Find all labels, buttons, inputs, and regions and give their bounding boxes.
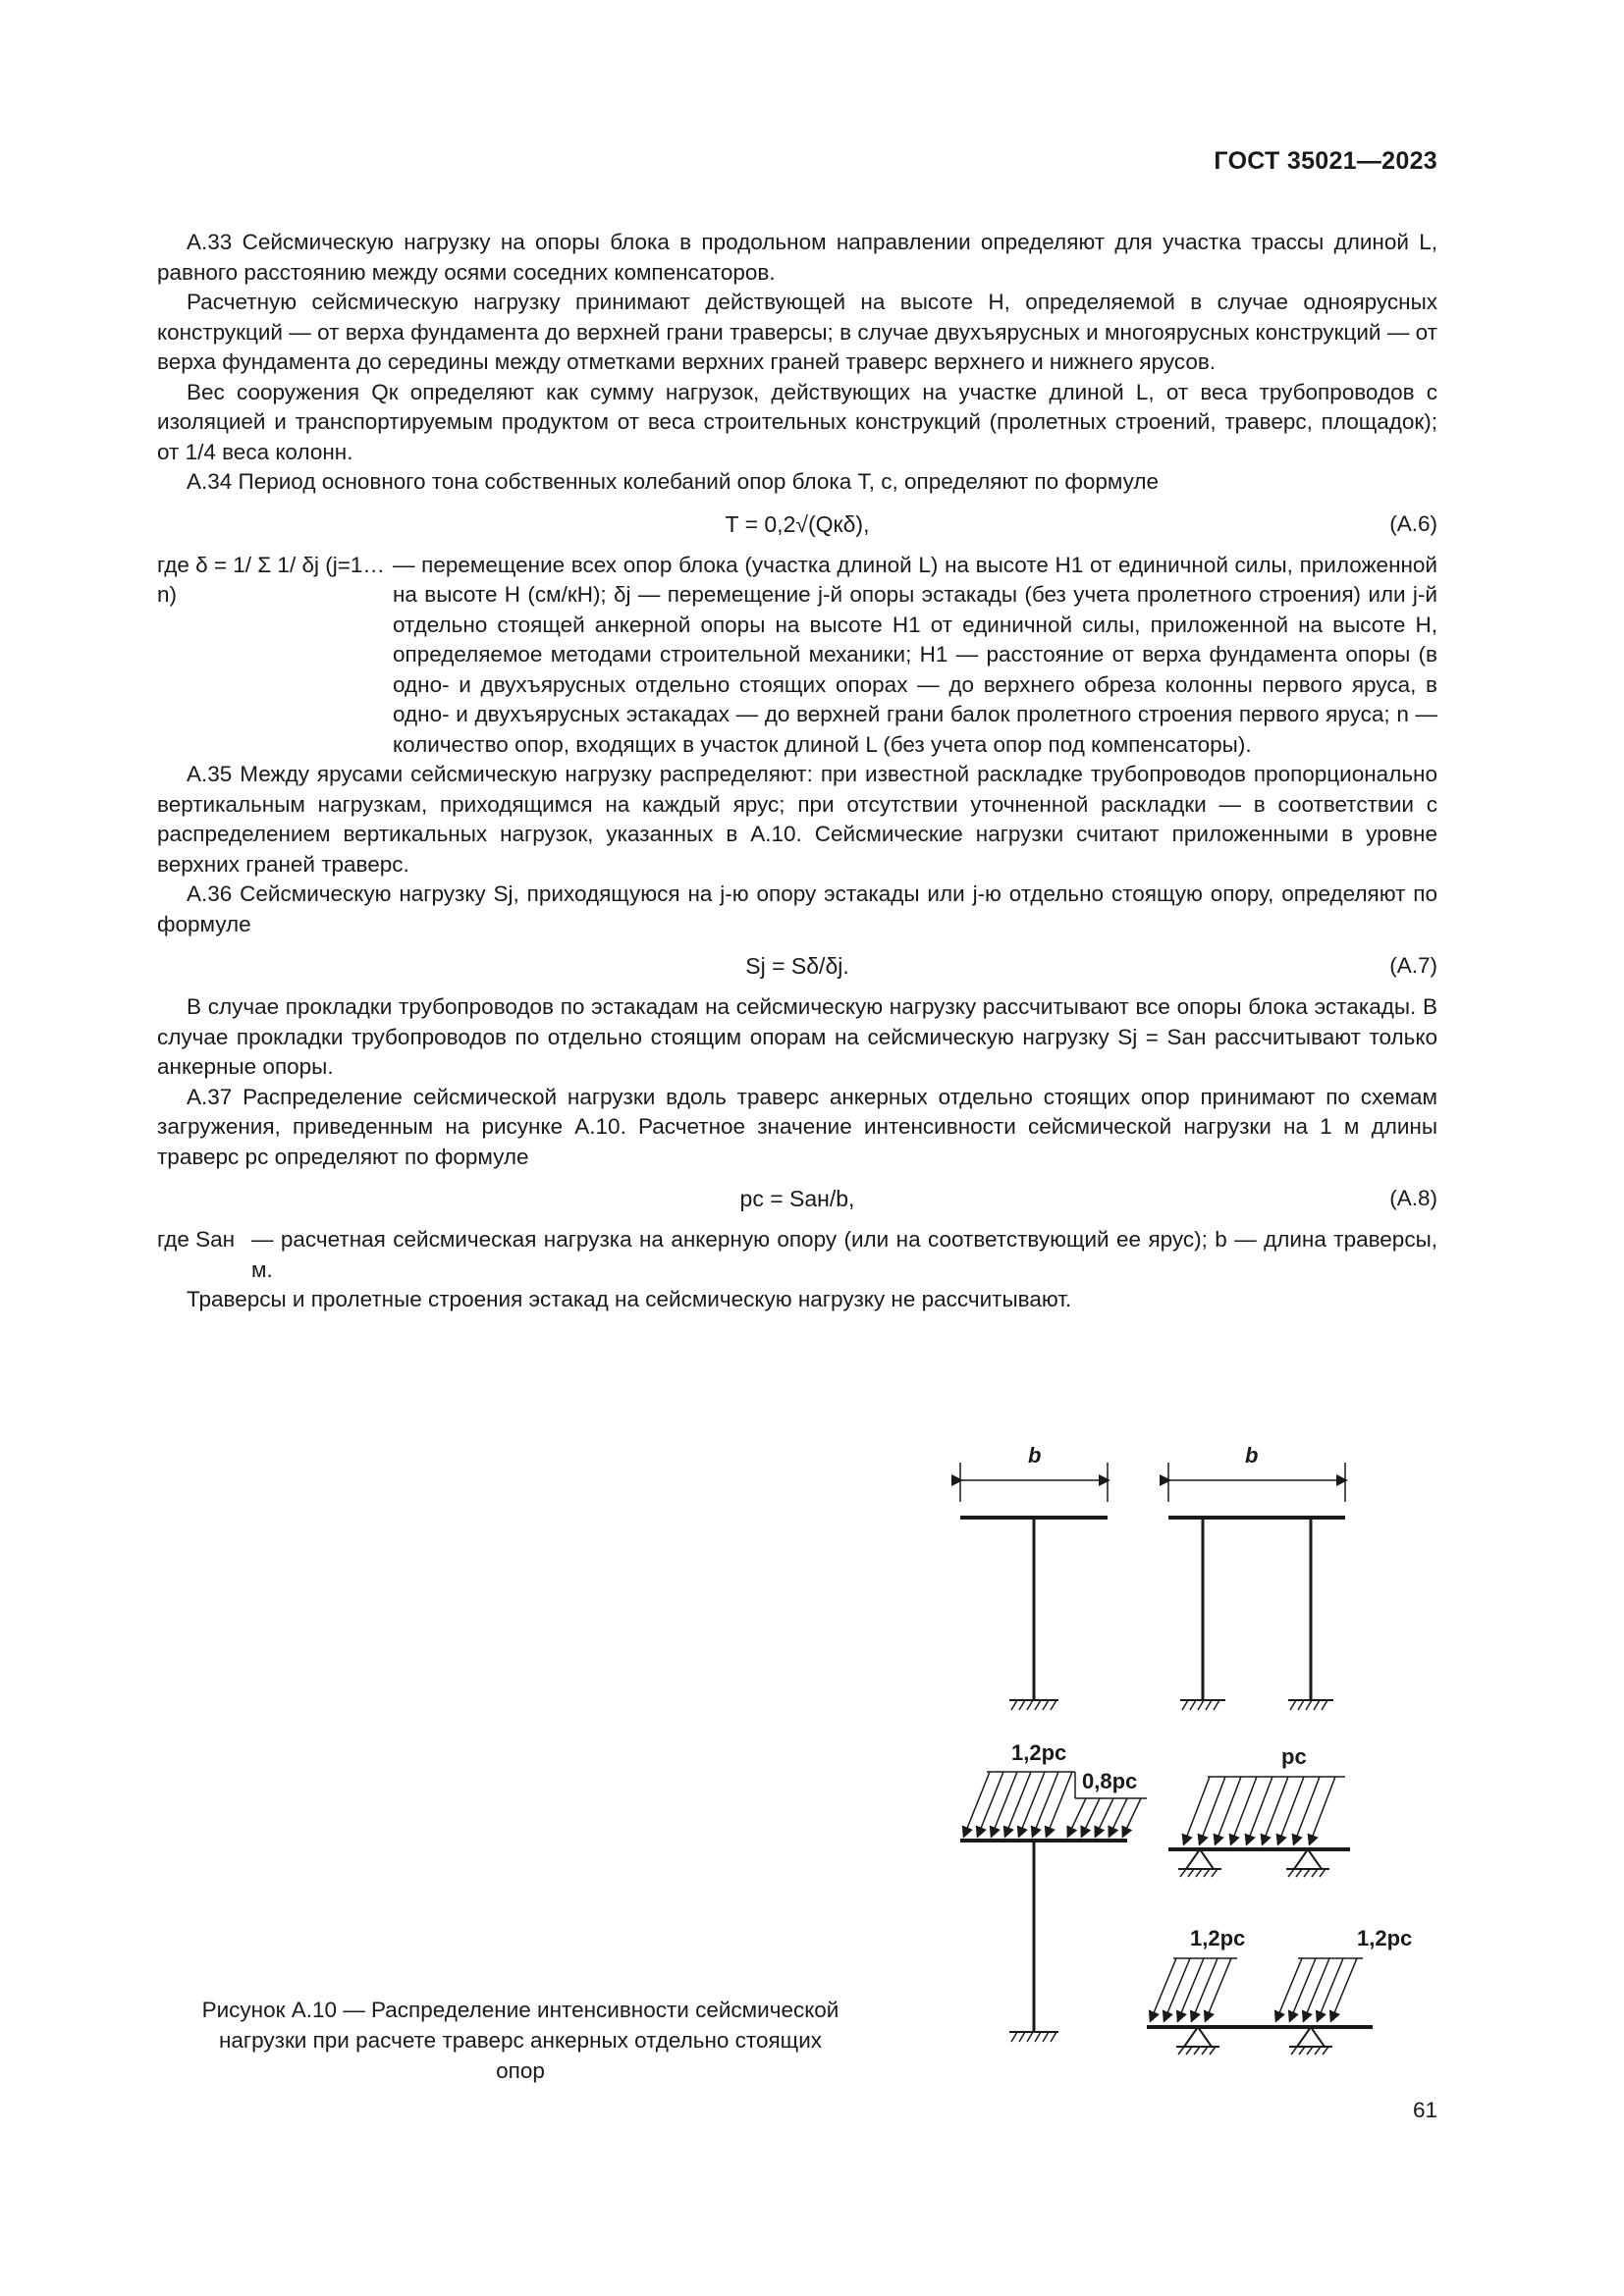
figure-caption: Рисунок А.10 — Распределение интенсивности сейсмической нагрузки при расчете траверс анкерных отдельно стоящих опор <box>201 1998 839 2083</box>
formula-a7 <box>157 943 1437 988</box>
document-body <box>157 228 1437 1315</box>
paragraph-a34: А.34 Период основного тона собственных колебаний опор блока T, c, определяют по формуле <box>187 469 1160 494</box>
formula-a6-expression: T = 0,2√(Qкδ), <box>725 510 870 537</box>
equation-number-a8: (А.8) <box>1389 1186 1437 1210</box>
where-block-a6 <box>157 551 1437 761</box>
load-label-1-2pc-left: 1,2pc <box>1190 1926 1246 1950</box>
load-label-pc: pc <box>1281 1744 1307 1769</box>
load-label-1-2pc: 1,2pc <box>1011 1740 1067 1765</box>
formula-a8 <box>157 1176 1437 1221</box>
where-a6-explanation: — перемещение всех опор блока (участка длиной L) на высоте H1 от единичной силы, приложенной на высоте H (см/кН); δj — перемещение j-й опоры эстакады (без учета пролетного строения) или j-й отдельно стоящей анкерной опоры на высоте H1 от единичной силы, приложенной на высоте H, определяемое методами строительной механики; H1 — расстояние от верха фундамента опоры (в одно- и двухъярусных отдельно стоящих опорах — до верхнего обреза колонны первого яруса, в одно- и двухъярусных эстакадах — до верхней грани балок пролетного строения первого яруса; n — количество опор, входящих в участок длиной L (без учета опор под компенсаторы). <box>393 552 1437 757</box>
equation-number-a7: (А.7) <box>1389 953 1437 978</box>
where-block-a8 <box>157 1225 1437 1285</box>
load-scheme-two-loads <box>1147 1958 1373 2055</box>
figure-a10-diagram <box>933 1433 1463 2061</box>
frame-single-column <box>960 1463 1108 1710</box>
paragraph-a33-1: А.33 Сейсмическую нагрузку на опоры блока в продольном направлении определяют для участка трассы длиной L, равного расстоянию между осями соседних компенсаторов. <box>157 230 1437 285</box>
frame-two-columns <box>1168 1463 1345 1710</box>
paragraph-final: Траверсы и пролетные строения эстакад на сейсмическую нагрузку не рассчитывают. <box>187 1287 1072 1311</box>
load-scheme-two-supports <box>1168 1777 1350 1877</box>
where-a6-definition: где δ = 1/ Σ 1/ δj (j=1…n) <box>157 552 385 607</box>
load-label-1-2pc-right: 1,2pc <box>1357 1926 1413 1950</box>
equation-number-a6: (А.6) <box>1389 510 1437 536</box>
load-label-0-8pc: 0,8pc <box>1082 1769 1138 1793</box>
formula-a6 <box>157 502 1437 547</box>
where-a8-explanation: — расчетная сейсмическая нагрузка на анкерную опору (или на соответствующий ее ярус); b — длина траверсы, м. <box>251 1227 1437 1282</box>
page-number: 61 <box>1412 2098 1437 2122</box>
paragraph-a33-3: Вес сооружения Qк определяют как сумму нагрузок, действующих на участке длиной L, от веса трубопроводов с изоляцией и транспортируемым продуктом от веса строительных конструкций (пролетных строений, траверс, площадок); от 1/4 веса колонн. <box>157 379 1437 464</box>
dimension-b-left: b <box>1028 1443 1042 1468</box>
paragraph-a36: А.36 Сейсмическую нагрузку Sj, приходящуюся на j-ю опору эстакады или j-ю отдельно стоящую опору, определяют по формуле <box>157 881 1437 936</box>
dimension-b-right: b <box>1245 1443 1259 1468</box>
formula-a8-expression: pc = Sан/b, <box>739 1186 855 1211</box>
paragraph-a33-2: Расчетную сейсмическую нагрузку принимают действующей на высоте H, определяемой в случае одноярусных конструкций — от верха фундамента до верхней грани траверсы; в случае двухъярусных и многоярусных конструкций — от верха фундамента до середины между отметками верхних граней траверс верхнего и нижнего ярусов. <box>157 290 1437 374</box>
paragraph-a36-2: В случае прокладки трубопроводов по эстакадам на сейсмическую нагрузку рассчитывают все опоры блока эстакады. В случае прокладки трубопроводов по отдельно стоящим опорам на сейсмическую нагрузку Sj = Sан рассчитывают только анкерные опоры. <box>157 994 1437 1079</box>
load-scheme-single-column <box>960 1772 1147 2042</box>
document-header: ГОСТ 35021—2023 <box>1214 147 1437 175</box>
paragraph-a35: А.35 Между ярусами сейсмическую нагрузку распределяют: при известной раскладке трубопроводов пропорционально вертикальным нагрузкам, приходящимся на каждый ярус; при отсутствии уточненной раскладки — в соответствии с распределением вертикальных нагрузок, указанных в А.10. Сейсмические нагрузки считают приложенными в уровне верхних граней траверс. <box>157 762 1437 877</box>
paragraph-a37: А.37 Распределение сейсмической нагрузки вдоль траверс анкерных отдельно стоящих опор принимают по схемам загружения, приведенным на рисунке А.10. Расчетное значение интенсивности сейсмической нагрузки на 1 м длины траверс pc определяют по формуле <box>157 1084 1437 1169</box>
formula-a7-expression: Sj = Sδ/δj. <box>745 953 849 979</box>
where-a8-definition: где Sан <box>157 1227 236 1252</box>
